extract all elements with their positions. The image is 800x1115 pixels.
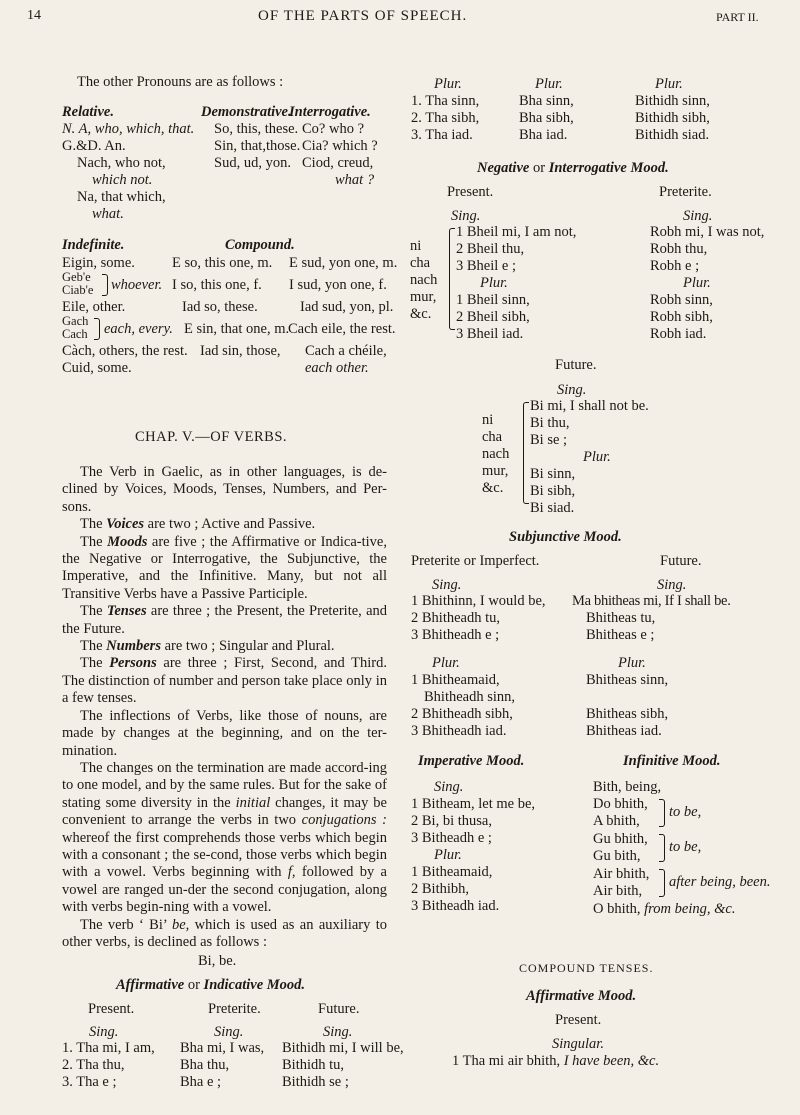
interrogative-4: what ? <box>335 172 375 188</box>
affirm-plur-3b: Bha iad. <box>519 127 568 143</box>
relative-2: G.&D. An. <box>62 138 126 154</box>
sing-label: Sing. <box>683 208 713 224</box>
neg-fut-6: Bi siad. <box>530 500 575 516</box>
subj-1: 1 Bhithinn, I would be, <box>411 593 546 609</box>
compound-head: Compound. <box>225 237 295 253</box>
subj-3b: Bhitheas e ; <box>586 627 655 643</box>
compound-5: Iad so, these. <box>182 299 258 315</box>
subj-6: 3 Bhitheadh iad. <box>411 723 507 739</box>
inf-3: A bhith, <box>593 813 640 829</box>
neg-pres-3: 3 Bheil e ; <box>456 258 517 274</box>
affirm-plur-1b: Bha sinn, <box>519 93 574 109</box>
paragraph: The Persons are three ; First, Second, and Third. The distinction of number and person take place only in a few tenses. <box>62 655 387 707</box>
sing-label: Sing. <box>434 779 464 795</box>
compound-3: I so, this one, f. <box>172 277 262 293</box>
col-relative: Relative. <box>62 104 114 120</box>
subj-2: 2 Bhitheadh tu, <box>411 610 501 626</box>
negative-title: Negative or Interrogative Mood. <box>477 160 669 176</box>
compound-9: Iad sin, those, <box>200 343 281 359</box>
compound-1: E so, this one, m. <box>172 255 273 271</box>
sing-label: Sing. <box>432 577 462 593</box>
verbs-body <box>62 464 387 951</box>
neg-pret-6: Robh iad. <box>650 326 707 342</box>
paragraph: The changes on the termination are made accord-ing to one model, and by the same rules. But for the sake of stating some diversity in the initial changes, it may be convenient to arrange the verbs in two conjugations : whereof the first comprehends those verbs which begin with a consonant ; the se-cond, those verbs which begin with a vowel. Verbs beginning with f, followed by a vowel are ranged un-der the second conjugation, along with verbs begin-ning with a vowel. <box>62 759 387 916</box>
inf-1: Bith, being, <box>593 779 662 795</box>
subj-fut-head: Future. <box>660 553 702 569</box>
indef-4-words <box>62 315 88 341</box>
affirm-plur-3c: Bithidh siad. <box>635 127 710 143</box>
sing-label: Sing. <box>557 382 587 398</box>
plur-label: Plur. <box>683 275 711 291</box>
sing-label: Sing. <box>214 1024 244 1040</box>
affirm-plur-2: 2. Tha sibh, <box>411 110 480 126</box>
future-3: Bithidh se ; <box>282 1074 349 1090</box>
relative-3: Nach, who not, <box>77 155 166 171</box>
head-present: Present. <box>88 1001 135 1017</box>
affirm-plur-2c: Bithidh sibh, <box>635 110 710 126</box>
subj-5: 2 Bhitheadh sibh, <box>411 706 513 722</box>
demonstrative-1: So, this, these. <box>214 121 299 137</box>
plur-label: Plur. <box>655 76 683 92</box>
col-demonstrative: Demonstrative. <box>201 104 292 120</box>
relative-6: what. <box>92 206 124 222</box>
neg-particles: ni cha nach mur, &c. <box>410 238 438 322</box>
subj-1b: Ma bhitheas mi, If I shall be. <box>572 593 731 609</box>
plur-label: Plur. <box>434 847 462 863</box>
imp-4: 1 Bitheamaid, <box>411 864 493 880</box>
neg-pres-4: 1 Bheil sinn, <box>456 292 530 308</box>
subj-pret-head: Preterite or Imperfect. <box>411 553 540 569</box>
subj-2b: Bhitheas tu, <box>586 610 656 626</box>
neg-fut-5: Bi sibh, <box>530 483 576 499</box>
neg-pret-5: Robh sibh, <box>650 309 713 325</box>
neg-pret-1: Robh mi, I was not, <box>650 224 765 240</box>
neg-pret-2: Robh thu, <box>650 241 708 257</box>
compound-6: Iad sud, yon, pl. <box>300 299 394 315</box>
head-preterite: Preterite. <box>208 1001 261 1017</box>
indef-3: Eile, other. <box>62 299 126 315</box>
part-label: PART II. <box>716 10 759 24</box>
subjunctive-title: Subjunctive Mood. <box>509 529 622 545</box>
brace <box>102 274 108 296</box>
relative-4: which not. <box>92 172 153 188</box>
subj-4: 1 Bhitheamaid, <box>411 672 500 688</box>
word-gebe: Geb'e <box>62 270 91 284</box>
subj-3: 3 Bhitheadh e ; <box>411 627 500 643</box>
preterite-2: Bha thu, <box>180 1057 230 1073</box>
subj-4c: Bhitheadh sinn, <box>424 689 516 705</box>
paragraph: The verb ‘ Bi’ be, which is used as an auxiliary to other verbs, is declined as follows : <box>62 916 387 950</box>
word-gach: Gach <box>62 314 89 328</box>
inf-gloss: to be, <box>669 804 702 820</box>
inf-5: Gu bith, <box>593 848 641 864</box>
infinitive-title: Infinitive Mood. <box>623 753 721 769</box>
neg-fut-1: Bi mi, I shall not be. <box>530 398 649 414</box>
paragraph: The inflections of Verbs, like those of nouns, are made by changes at the beginning, and on the ter-mination. <box>62 707 387 759</box>
compound-8: Cach eile, the rest. <box>288 321 396 337</box>
relative-1: N. A, who, which, that. <box>62 121 195 137</box>
inf-4: Gu bhith, <box>593 831 648 847</box>
neg-pres-1: 1 Bheil mi, I am not, <box>456 224 577 240</box>
paragraph: The Voices are two ; Active and Passive. <box>80 516 316 533</box>
word-cach: Cach <box>62 327 88 341</box>
indefinite-head: Indefinite. <box>62 237 125 253</box>
bi-title: Bi, be. <box>198 953 237 969</box>
neg-preterite-head: Preterite. <box>659 184 712 200</box>
compound-1: 1 Tha mi air bhith, I have been, &c. <box>452 1053 660 1069</box>
affirm-plur-1c: Bithidh sinn, <box>635 93 710 109</box>
affirm-plur-1: 1. Tha sinn, <box>411 93 480 109</box>
brace <box>94 318 100 340</box>
neg-future-head: Future. <box>555 357 597 373</box>
running-title: OF THE PARTS OF SPEECH. <box>258 8 468 24</box>
brace <box>659 834 665 862</box>
compound-singular: Singular. <box>552 1036 604 1052</box>
interrogative-2: Cia? which ? <box>302 138 378 154</box>
each-every: each, every. <box>104 321 173 337</box>
affirm-plur-2b: Bha sibh, <box>519 110 574 126</box>
indef-2-words <box>62 271 93 297</box>
sing-label: Sing. <box>323 1024 353 1040</box>
word-ciabe: Ciab'e <box>62 283 94 297</box>
head-future: Future. <box>318 1001 360 1017</box>
brace <box>659 869 665 897</box>
brace <box>659 799 665 827</box>
sing-label: Sing. <box>451 208 481 224</box>
preterite-1: Bha mi, I was, <box>180 1040 265 1056</box>
indef-5: Càch, others, the rest. <box>62 343 188 359</box>
neg-present-head: Present. <box>447 184 494 200</box>
whoever: whoever. <box>111 277 163 293</box>
imp-3: 3 Bitheadh e ; <box>411 830 492 846</box>
paragraph: The Verb in Gaelic, as in other languages, is de-clined by Voices, Moods, Tenses, Numbers, and Per-sons. <box>62 464 387 515</box>
col-interrogative: Interrogative. <box>289 104 371 120</box>
compound-2: E sud, yon one, m. <box>289 255 398 271</box>
sing-label: Sing. <box>89 1024 119 1040</box>
neg-particles: ni cha nach mur, &c. <box>482 412 510 496</box>
neg-pret-4: Robh sinn, <box>650 292 713 308</box>
compound-4: I sud, yon one, f. <box>289 277 387 293</box>
inf-2: Do bhith, <box>593 796 648 812</box>
preterite-3: Bha e ; <box>180 1074 222 1090</box>
paragraph: The Tenses are three ; the Present, the Preterite, and the Future. <box>62 603 388 637</box>
subj-6b: Bhitheas iad. <box>586 723 662 739</box>
neg-pres-5: 2 Bheil sibh, <box>456 309 530 325</box>
affirmative-title: Affirmative or Indicative Mood. <box>116 977 306 993</box>
subj-5b: Bhitheas sibh, <box>586 706 669 722</box>
present-3: 3. Tha e ; <box>62 1074 117 1090</box>
future-2: Bithidh tu, <box>282 1057 345 1073</box>
compound-7: E sin, that one, m. <box>184 321 290 337</box>
inf-6: Air bhith, <box>593 866 650 882</box>
compound-11: each other. <box>305 360 369 376</box>
affirm-plur-3: 3. Tha iad. <box>411 127 473 143</box>
inf-8: O bhith, from being, &c. <box>593 901 736 917</box>
interrogative-3: Ciod, creud, <box>302 155 374 171</box>
neg-pres-2: 2 Bheil thu, <box>456 241 525 257</box>
future-1: Bithidh mi, I will be, <box>282 1040 404 1056</box>
inf-gloss: to be, <box>669 839 702 855</box>
imp-6: 3 Bitheadh iad. <box>411 898 500 914</box>
indef-1: Eigin, some. <box>62 255 135 271</box>
imp-2: 2 Bi, bi thusa, <box>411 813 492 829</box>
plur-label: Plur. <box>618 655 646 671</box>
brace <box>449 228 455 330</box>
subj-4b: Bhitheas sinn, <box>586 672 669 688</box>
neg-fut-2: Bi thu, <box>530 415 570 431</box>
neg-fut-4: Bi sinn, <box>530 466 576 482</box>
interrogative-1: Co? who ? <box>302 121 365 137</box>
paragraph: The Moods are five ; the Affirmative or Indica-tive, the Negative or Interrogative, the Subjunctive, the Imperative, and the Infinitive. Many, but not all Transitive Verbs have a Passive Participle. <box>62 533 387 602</box>
relative-5: Na, that which, <box>77 189 166 205</box>
compound-affirmative: Affirmative Mood. <box>526 988 637 1004</box>
demonstrative-3: Sud, ud, yon. <box>214 155 291 171</box>
neg-pres-6: 3 Bheil iad. <box>456 326 524 342</box>
compound-present: Present. <box>555 1012 602 1028</box>
present-2: 2. Tha thu, <box>62 1057 125 1073</box>
plur-label: Plur. <box>480 275 508 291</box>
pronouns-intro: The other Pronouns are as follows : <box>77 74 284 90</box>
indef-6: Cuid, some. <box>62 360 132 376</box>
plur-label: Plur. <box>432 655 460 671</box>
brace <box>523 402 529 504</box>
inf-gloss: after being, been. <box>669 874 771 890</box>
imp-1: 1 Bitheam, let me be, <box>411 796 536 812</box>
neg-fut-3: Bi se ; <box>530 432 568 448</box>
paragraph: The Numbers are two ; Singular and Plural. <box>80 638 335 655</box>
plur-label: Plur. <box>434 76 462 92</box>
chapter-heading: CHAP. V.—OF VERBS. <box>135 429 288 445</box>
present-1: 1. Tha mi, I am, <box>62 1040 155 1056</box>
plur-label: Plur. <box>535 76 563 92</box>
plur-label: Plur. <box>583 449 611 465</box>
sing-label: Sing. <box>657 577 687 593</box>
demonstrative-2: Sin, that,those. <box>214 138 301 154</box>
compound-10: Cach a chéile, <box>305 343 387 359</box>
page-number: 14 <box>27 8 41 23</box>
neg-pret-3: Robh e ; <box>650 258 700 274</box>
imp-5: 2 Bithibh, <box>411 881 470 897</box>
imperative-title: Imperative Mood. <box>418 753 525 769</box>
compound-tenses-heading: COMPOUND TENSES. <box>519 961 654 975</box>
inf-7: Air bith, <box>593 883 643 899</box>
